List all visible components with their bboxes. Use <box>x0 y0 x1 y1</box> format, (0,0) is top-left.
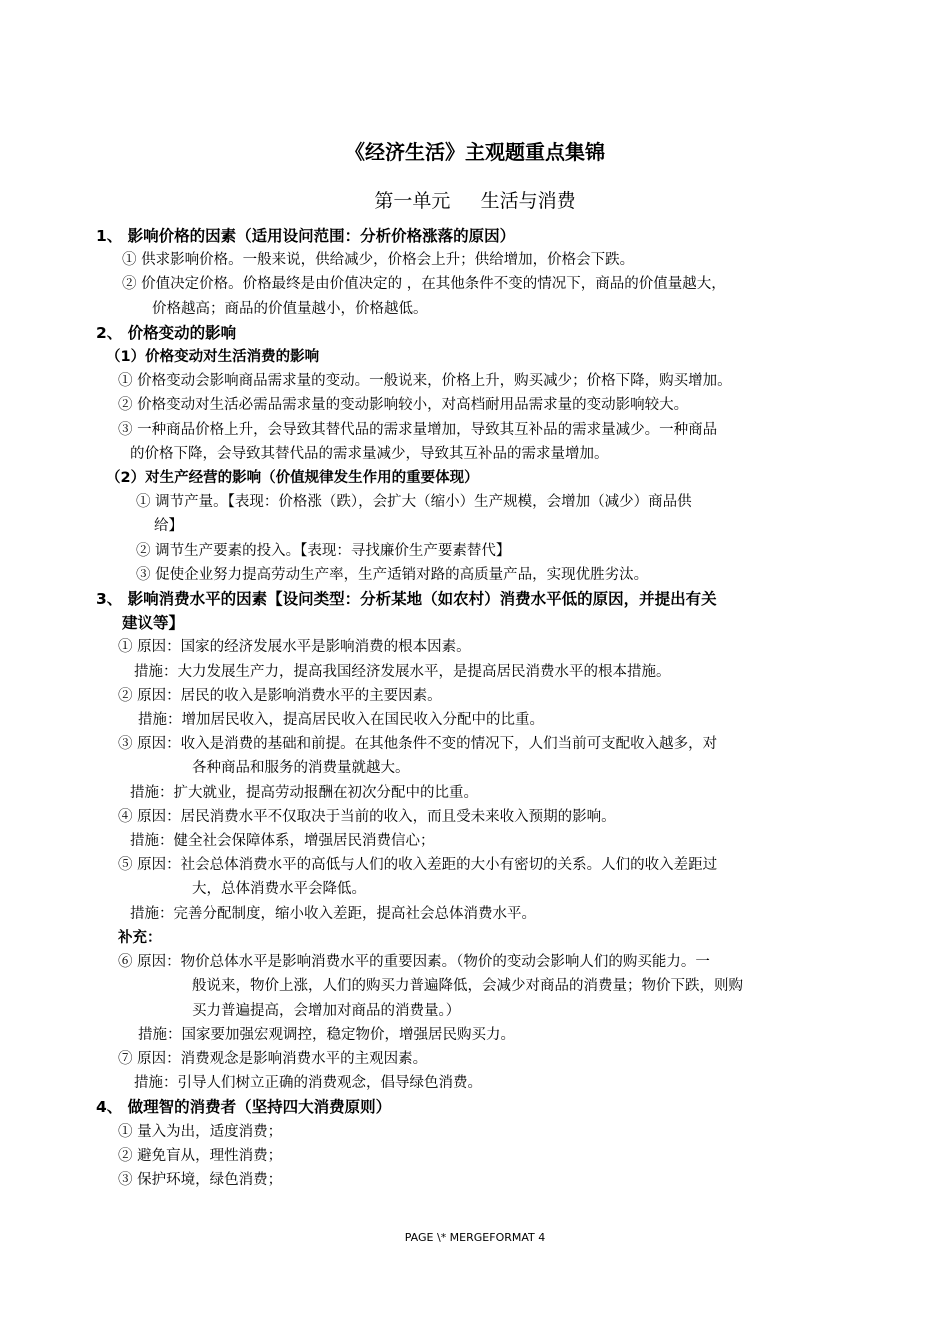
subsection-heading: 补充： <box>118 929 162 946</box>
text-line: 措施：国家要加强宏观调控，稳定物价，增强居民购买力。 <box>138 1026 515 1043</box>
text-line: ③ 促使企业努力提高劳动生产率，生产适销对路的高质量产品，实现优胜劣汰。 <box>136 566 649 583</box>
text-line: 措施：增加居民收入，提高居民收入在国民收入分配中的比重。 <box>138 712 544 729</box>
text-line: 买力普遍提高，会增加对商品的消费量。） <box>192 1002 461 1019</box>
text-line: ⑤ 原因：社会总体消费水平的高低与人们的收入差距的大小有密切的关系。人们的收入差距过 <box>118 857 718 874</box>
text-line: 措施：大力发展生产力，提高我国经济发展水平，是提高居民消费水平的根本措施。 <box>134 663 671 680</box>
text-line: 价格越高；商品的价值量越小，价格越低。 <box>152 300 428 317</box>
document-title: 《经济生活》主观题重点集锦 <box>345 140 605 164</box>
section-heading: 3、 影响消费水平的因素【设问类型：分析某地（如农村）消费水平低的原因，并提出有关 <box>96 590 717 609</box>
text-line: ① 量入为出，适度消费； <box>118 1123 283 1140</box>
page-footer: PAGE \* MERGEFORMAT 4 <box>404 1231 546 1244</box>
text-line: ③ 保护环境，绿色消费； <box>118 1171 283 1188</box>
text-line: ④ 原因：居民消费水平不仅取决于当前的收入，而且受未来收入预期的影响。 <box>118 808 616 825</box>
text-line: ① 原因：国家的经济发展水平是影响消费的根本因素。 <box>118 639 471 656</box>
subsection-heading: （2）对生产经营的影响（价值规律发生作用的重要体现） <box>106 470 479 487</box>
text-line: ⑦ 原因：消费观念是影响消费水平的主观因素。 <box>118 1050 428 1067</box>
text-line: ② 价值决定价格。价格最终是由价值决定的 ，在其他条件不变的情况下，商品的价值量越大， <box>122 276 726 293</box>
text-line: 措施：扩大就业，提高劳动报酬在初次分配中的比重。 <box>130 784 478 801</box>
section-heading: 建议等】 <box>122 614 185 633</box>
text-line: ③ 一种商品价格上升，会导致其替代品的需求量增加，导致其互补品的需求量减少。一种商品 <box>118 421 718 438</box>
text-line: 各种商品和服务的消费量就越大。 <box>192 760 410 777</box>
text-line: ① 调节产量。【表现：价格涨（跌），会扩大（缩小）生产规模，会增加（减少）商品供 <box>136 494 692 511</box>
text-line: ① 供求影响价格。一般来说，供给减少，价格会上升；供给增加，价格会下跌。 <box>122 252 635 269</box>
text-line: 给】 <box>154 518 183 535</box>
text-line: ① 价格变动会影响商品需求量的变动。一般说来，价格上升，购买减少；价格下降，购买增加。 <box>118 373 732 390</box>
unit-title: 第一单元 生活与消费 <box>374 190 576 212</box>
text-line: 的价格下降，会导致其替代品的需求量减少，导致其互补品的需求量增加。 <box>130 445 609 462</box>
subsection-heading: （1）价格变动对生活消费的影响 <box>106 349 320 366</box>
section-heading: 1、 影响价格的因素（适用设问范围：分析价格涨落的原因） <box>96 227 516 245</box>
section-heading: 2、 价格变动的影响 <box>96 323 237 342</box>
text-line: 般说来，物价上涨，人们的购买力普遍降低，会减少对商品的消费量；物价下跌，则购 <box>192 978 743 995</box>
text-line: ③ 原因：收入是消费的基础和前提。在其他条件不变的情况下，人们当前可支配收入越多，对 <box>118 736 718 753</box>
text-line: ② 避免盲从，理性消费； <box>118 1147 283 1164</box>
text-line: 措施：引导人们树立正确的消费观念，倡导绿色消费。 <box>134 1075 482 1092</box>
text-line: 措施：完善分配制度，缩小收入差距，提高社会总体消费水平。 <box>130 905 536 922</box>
text-line: ② 原因：居民的收入是影响消费水平的主要因素。 <box>118 687 442 704</box>
section-heading: 4、 做理智的消费者（坚持四大消费原则） <box>96 1098 392 1117</box>
text-line: 大，总体消费水平会降低。 <box>192 881 366 898</box>
text-line: ② 调节生产要素的投入。【表现：寻找廉价生产要素替代】 <box>136 542 511 559</box>
document-body <box>96 224 886 1192</box>
text-line: ② 价格变动对生活必需品需求量的变动影响较小，对高档耐用品需求量的变动影响较大。 <box>118 397 689 414</box>
text-line: ⑥ 原因：物价总体水平是影响消费水平的重要因素。（物价的变动会影响人们的购买能力。一 <box>118 954 710 971</box>
text-line: 措施：健全社会保障体系，增强居民消费信心； <box>130 833 435 850</box>
